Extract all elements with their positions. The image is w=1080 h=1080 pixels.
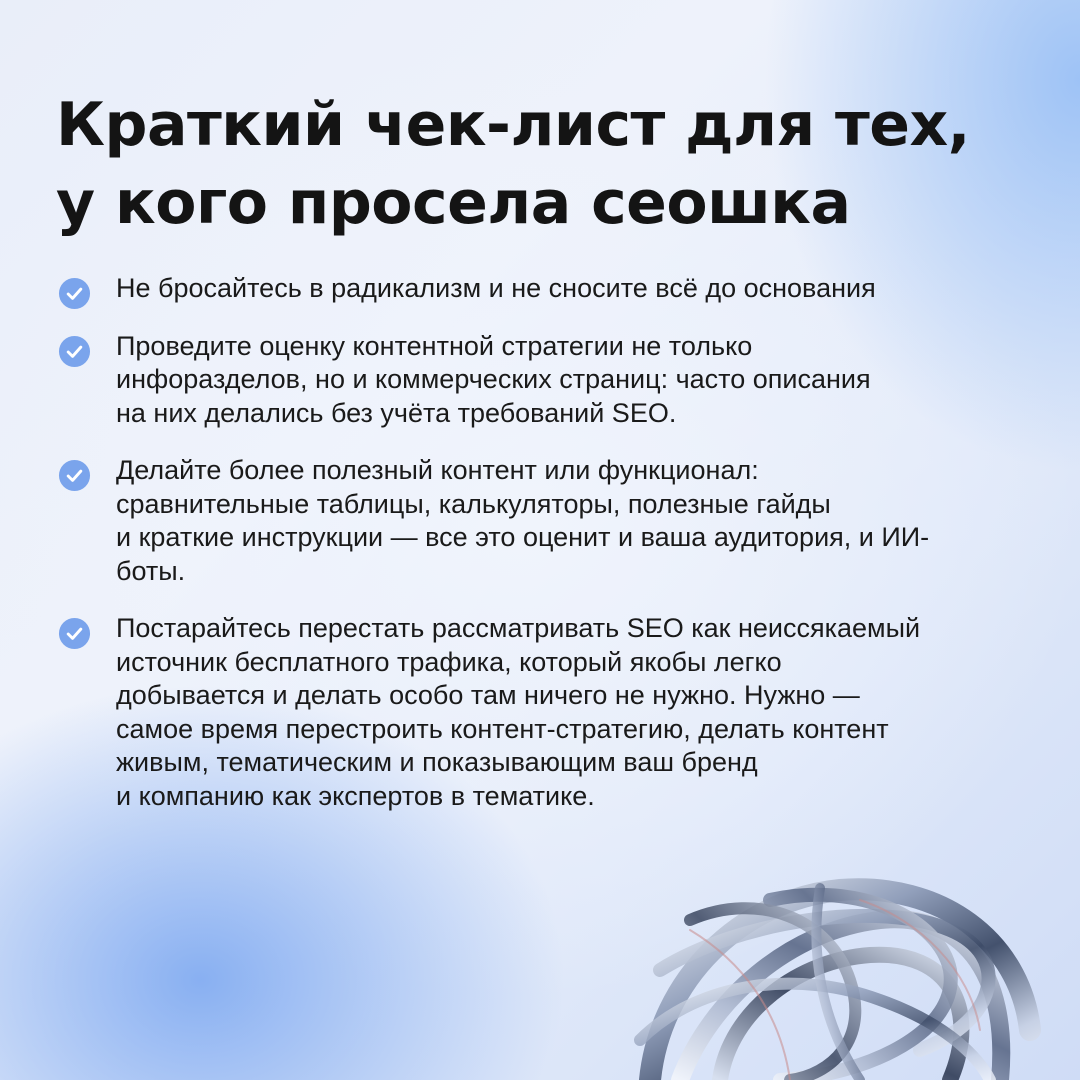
page-title xyxy=(56,86,1016,242)
checklist-item xyxy=(58,454,1038,588)
text-line: живым, тематическим и показывающим ваш бренд xyxy=(116,747,758,777)
text-line: Постарайтесь перестать рассматривать SEO как неиссякаемый xyxy=(116,613,921,643)
checklist xyxy=(58,272,1038,837)
text-line: источник бесплатного трафика, который якобы легко xyxy=(116,646,782,677)
checklist-item-text xyxy=(116,272,1038,306)
checklist-item-text xyxy=(116,330,1038,431)
text-line: Не бросайтесь в радикализм и не сносите всё до основания xyxy=(116,273,876,303)
checklist-item xyxy=(58,330,1038,431)
checklist-item-text xyxy=(116,454,1038,588)
checklist-item xyxy=(58,272,1038,306)
check-circle-icon xyxy=(58,277,91,310)
text-line: на них делались без учёта требований SEO. xyxy=(116,397,677,428)
title-line-2: у кого просела сеошка xyxy=(56,168,851,238)
text-line: Делайте более полезный контент или функционал: xyxy=(116,455,759,485)
text-line: самое время перестроить контент-стратегию, делать контент xyxy=(116,713,889,744)
checklist-item-text xyxy=(116,612,1038,813)
check-circle-icon xyxy=(58,459,91,492)
text-line: сравнительные таблицы, калькуляторы, полезные гайды xyxy=(116,488,831,519)
text-line: боты. xyxy=(116,555,186,586)
text-line: добывается и делать особо там ничего не нужно. Нужно — xyxy=(116,680,860,710)
checklist-item xyxy=(58,612,1038,813)
text-line: инфоразделов, но и коммерческих страниц: часто описания xyxy=(116,364,871,394)
text-line: и краткие инструкции — все это оценит и ваша аудитория, и ИИ- xyxy=(116,522,930,552)
text-line: и компанию как экспертов в тематике. xyxy=(116,780,595,811)
check-circle-icon xyxy=(58,335,91,368)
text-line: Проведите оценку контентной стратегии не только xyxy=(116,330,753,361)
check-circle-icon xyxy=(58,617,91,650)
title-line-1: Краткий чек-лист для тех, xyxy=(56,90,970,160)
glass-ribbon-sphere-decoration xyxy=(620,860,1080,1080)
